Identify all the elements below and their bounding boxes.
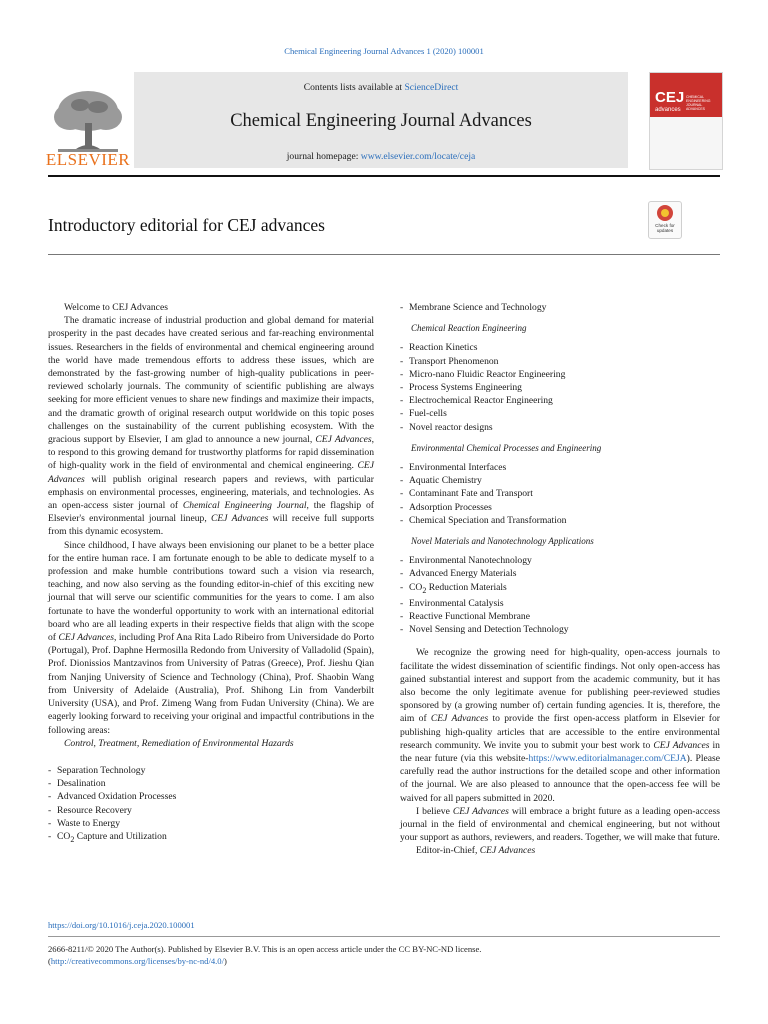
list-item: - Micro-nano Fluidic Reactor Engineering xyxy=(400,368,720,381)
homepage-prefix: journal homepage: xyxy=(286,151,361,162)
list-item: - Separation Technology xyxy=(48,764,374,777)
list-item: - Electrochemical Reactor Engineering xyxy=(400,394,720,407)
license-notice xyxy=(48,944,481,967)
area-list-reaction xyxy=(400,341,720,433)
p3-journal-em: CEJ Advances xyxy=(430,713,489,725)
cc-license-link[interactable]: http://creativecommons.org/licenses/by-nc-nd/4.0/ xyxy=(50,955,224,966)
p4-journal-em: CEJ Advances xyxy=(452,805,509,817)
paren-open: ( xyxy=(48,955,51,966)
p1-text-a: The dramatic increase of industrial production and global demand for material prosperity in the past decades have created serious and far-reaching environmental issues. Researchers in the fields of environmental and chemical engineering around the world have made tremendous efforts to address these issues, which are demonstrated by the fast-growing number of high-quality publications in peer-reviewed scholarly journals. The community of scientific publishing are always seeking for more efficient venues to share new findings and maximize their impacts, and the dramatic growth of original research output worldwide on this topic poses challenges on the sustainability of the current publishing ecosystem. With the gracious support by Elsevier, I am glad to announce a new journal, xyxy=(48,315,374,446)
journal-citation[interactable]: Chemical Engineering Journal Advances 1 (2020) 100001 xyxy=(284,46,484,56)
list-item: - Reactive Functional Membrane xyxy=(400,610,720,623)
area-list-materials xyxy=(400,554,720,636)
list-item: - Environmental Catalysis xyxy=(400,597,720,610)
list-item: - Transport Phenomenon xyxy=(400,355,720,368)
list-item: - Novel reactor designs xyxy=(400,421,720,434)
sciencedirect-link[interactable]: ScienceDirect xyxy=(404,82,459,93)
p2-journal-em: CEJ Advances xyxy=(58,632,115,644)
footer-rule xyxy=(48,936,720,937)
list-item: - Advanced Energy Materials xyxy=(400,567,720,580)
list-item xyxy=(48,830,374,846)
p1-text-e: will receive full supports from this dynamic ecosystem. xyxy=(48,513,374,538)
section-heading-environmental: Environmental Chemical Processes and Engineering xyxy=(411,442,602,453)
paragraph-2 xyxy=(48,539,374,737)
list-item: - Resource Recovery xyxy=(48,804,374,817)
journal-name: Chemical Engineering Journal Advances xyxy=(230,111,532,131)
signoff-journal-em: CEJ Advances xyxy=(479,845,536,857)
paragraph-4 xyxy=(400,805,720,845)
list-item: - Environmental Interfaces xyxy=(400,461,720,474)
co2-reduction-text: Reduction Materials xyxy=(426,581,507,593)
co2-text: CO xyxy=(57,830,71,842)
title-rule xyxy=(48,254,720,255)
list-item: - Chemical Speciation and Transformation xyxy=(400,514,720,527)
cover-title: CEJ xyxy=(655,89,685,106)
p1-text-c: will publish original research papers and reviews, with particular emphasis on environmental processes, engineering, materials, and technologies. As an open-access sister journal of xyxy=(48,473,374,512)
list-item: - Fuel-cells xyxy=(400,407,720,420)
section-heading-control: Control, Treatment, Remediation of Environmental Hazards xyxy=(64,737,294,749)
welcome-line: Welcome to CEJ Advances xyxy=(64,302,168,313)
left-column xyxy=(48,301,374,846)
p1-text-b: , to respond to this growing demand for trustworthy platforms for rapid dissemination of high-quality work in the field of environmental and chemical engineering. xyxy=(48,434,374,472)
editorial-manager-link[interactable]: https://www.editorialmanager.com/CEJA xyxy=(528,753,687,764)
section-heading-reaction: Chemical Reaction Engineering xyxy=(411,323,527,334)
signoff xyxy=(400,844,720,857)
p1-sister-journal-em: Chemical Engineering Journal xyxy=(182,500,307,512)
p1-text-d: , the flagship of Elsevier's environmental journal lineup, xyxy=(48,500,374,525)
check-updates-icon-center xyxy=(661,209,669,217)
list-item: - Reaction Kinetics xyxy=(400,341,720,354)
paragraph-3 xyxy=(400,646,720,804)
list-item: - Contaminant Fate and Transport xyxy=(400,487,720,500)
p1-journal-em: CEJ Advances xyxy=(315,434,372,446)
list-item: - Advanced Oxidation Processes xyxy=(48,790,374,803)
right-column xyxy=(400,301,720,858)
p2-text-a: Since childhood, I have always been envisioning our planet to be a better place for the entire human race. I am fortunate enough to be able to dedicate myself to a profession and make humble contributions toward such a vision via research, teaching, and now also serving as the founding editor-in-chief of this exciting new journal that will serve our scientific communities for the years to come. I am also fortunate to have the wonderful opportunity to work with an international editorial board who are all leading experts in their respective fields that align with the scope of xyxy=(48,539,374,644)
signoff-prefix: Editor-in-Chief, xyxy=(416,845,480,857)
journal-cover-thumbnail[interactable] xyxy=(649,72,723,170)
co2-text: CO xyxy=(409,581,423,593)
list-item: - Membrane Science and Technology xyxy=(400,301,720,314)
co2-capture-text: Capture and Utilization xyxy=(74,830,167,842)
co2-subscript: 2 xyxy=(422,585,427,595)
list-item: - Environmental Nanotechnology xyxy=(400,554,720,567)
paragraph-1 xyxy=(48,314,374,538)
journal-homepage-link[interactable]: www.elsevier.com/locate/ceja xyxy=(360,151,476,162)
list-item: - Novel Sensing and Detection Technology xyxy=(400,623,720,636)
homepage-line xyxy=(134,151,628,162)
check-updates-label: Check for updates xyxy=(655,223,675,233)
area-list-environmental xyxy=(400,461,720,527)
p4-text-a: I believe xyxy=(416,805,453,817)
elsevier-wordmark: ELSEVIER xyxy=(45,150,131,169)
license-line: 2666-8211/© 2020 The Author(s). Published by Elsevier B.V. This is an open access article under the CC BY-NC-ND license. xyxy=(48,944,482,954)
list-item: - Aquatic Chemistry xyxy=(400,474,720,487)
contents-line xyxy=(134,82,628,93)
header-rule xyxy=(48,175,720,177)
p3-text-c: in the near future (via this website- xyxy=(400,739,720,764)
contents-prefix: Contents lists available at xyxy=(303,82,405,93)
cover-subtitle: advances xyxy=(655,107,681,113)
list-item: - Waste to Energy xyxy=(48,817,374,830)
co2-subscript: 2 xyxy=(70,834,75,844)
list-item xyxy=(400,581,720,597)
p3-journal-em: CEJ Advances xyxy=(653,739,710,751)
p4-text-b: will embrace a bright future as a leading open-access journal in the field of environmental and chemical engineering, but not without your support as authors, reviewers, and readers. Together, we will make that future. xyxy=(400,805,720,844)
list-item: - Desalination xyxy=(48,777,374,790)
area-list-control-cont xyxy=(400,301,720,314)
check-for-updates-button[interactable] xyxy=(648,201,682,239)
doi-link[interactable]: https://doi.org/10.1016/j.ceja.2020.100001 xyxy=(48,920,195,930)
paren-close: ) xyxy=(223,955,227,966)
license-link-line xyxy=(48,956,481,968)
p1-journal-em: CEJ Advances xyxy=(48,460,374,485)
p2-text-b: , including Prof Ana Rita Lado Ribeiro from Universidade do Porto (Portugal), Prof. Daphne Hermosilla Redondo from University of Valladolid (Spain), Prof. Dionissios Mantzavinos from University of Patras (Greece), Prof. Jieshu Qian from Nanjing University of Science and Technology (China), Prof. Shaobin Wang from University of Adelaide (Australia), Prof. Shihong Lin from Vanderbilt University (USA), and Prof. Zimeng Wang from Fudan University (China). We are eagerly looking forward to receiving your original and impactful contributions in the following areas: xyxy=(48,632,374,736)
check-updates-icon xyxy=(657,205,673,221)
p3-text-d: ). Please carefully read the author instructions for the detailed scope and other information of the journal. We are also pleased to announce that the open-access fee will be waived for all papers submitted in 2020. xyxy=(400,753,720,804)
section-heading-materials: Novel Materials and Nanotechnology Applications xyxy=(411,536,594,547)
p3-text-a: We recognize the growing need for high-quality, open-access journals to facilitate the widest dissemination of scientific findings. Not only open-access has gained substantial interest and support from the academic community, but it has also become the only legitimate avenue for publishing peer-reviewed studies sponsored by (a growing number of) certain funding agencies. It is, therefore, the aim of xyxy=(400,647,720,725)
list-item: - Process Systems Engineering xyxy=(400,381,720,394)
list-item: - Adsorption Processes xyxy=(400,501,720,514)
p1-journal-em: CEJ Advances xyxy=(211,513,269,525)
cover-small-text: CHEMICAL ENGINEERING JOURNAL ADVANCES xyxy=(686,95,711,111)
area-list-control xyxy=(48,764,374,846)
article-title: Introductory editorial for CEJ advances xyxy=(48,215,325,235)
p3-text-b: to provide the first open-access platform in Elsevier for publishing high-quality articles that are accessible to the entire environmental research community. We invite you to submit your best work to xyxy=(400,713,720,751)
